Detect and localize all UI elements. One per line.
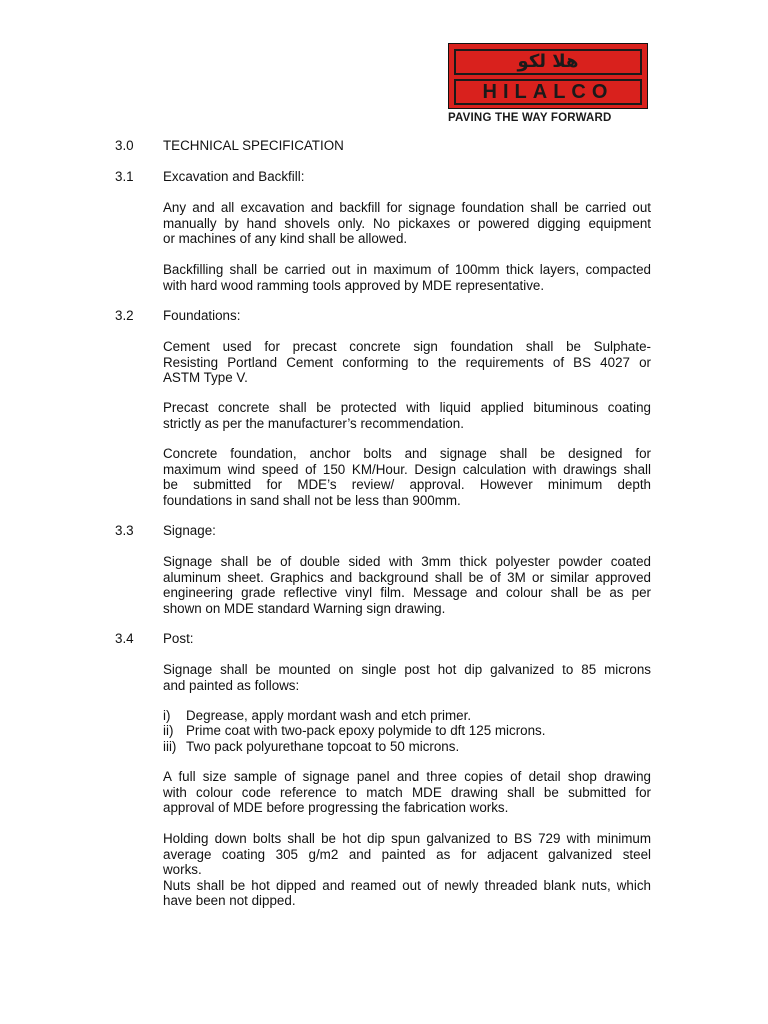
text-line: approval of MDE before progressing the fabrication works. — [163, 800, 509, 815]
list-item — [163, 708, 651, 724]
heading-title: TECHNICAL SPECIFICATION — [163, 138, 344, 153]
text-line: and painted as follows: — [163, 677, 300, 693]
text-line: foundations in sand shall not be less than 900mm. — [163, 492, 461, 508]
text-line: have been not dipped. — [163, 893, 296, 908]
list-marker: ii) — [163, 723, 174, 738]
text-line: Concrete foundation, anchor bolts and signage shall be designed for — [163, 446, 651, 461]
section-number: 3.4 — [115, 631, 134, 646]
text-line: Precast concrete shall be protected with liquid applied bituminous coating — [163, 400, 651, 415]
list-text: Degrease, apply mordant wash and etch primer. — [186, 708, 472, 723]
text-line: ASTM Type V. — [163, 370, 248, 385]
text-line: Resisting Portland Cement conforming to the requirements of BS 4027 or — [163, 354, 651, 370]
list-item — [163, 739, 651, 755]
text-line: shown on MDE standard Warning sign drawing. — [163, 600, 446, 616]
section-number: 3.2 — [115, 308, 134, 323]
section-title: Post: — [163, 631, 194, 646]
logo-box — [448, 43, 648, 109]
section-title: Signage: — [163, 523, 216, 538]
text-line: be submitted for MDE’s review/ approval. However minimum depth — [163, 477, 651, 492]
paragraph — [163, 662, 651, 693]
section-number: 3.3 — [115, 523, 134, 538]
text-line: works. — [163, 862, 202, 877]
text-line: Cement used for precast concrete sign foundation shall be Sulphate- — [163, 339, 651, 354]
section-title: Excavation and Backfill: — [163, 169, 305, 184]
text-line: Any and all excavation and backfill for signage foundation shall be carried out — [163, 200, 651, 215]
paragraph — [163, 200, 651, 247]
paragraph — [163, 262, 651, 293]
logo-tagline: PAVING THE WAY FORWARD — [448, 112, 612, 124]
text-line: Holding down bolts shall be hot dip spun galvanized to BS 729 with minimum — [163, 831, 651, 846]
list-marker: i) — [163, 708, 171, 723]
text-line: Signage shall be of double sided with 3mm thick polyester powder coated — [163, 554, 651, 569]
section-title: Foundations: — [163, 308, 241, 323]
text-line: Backfilling shall be carried out in maximum of 100mm thick layers, compacted — [163, 262, 651, 277]
paragraph — [163, 339, 651, 386]
paragraph — [163, 769, 651, 816]
text-line: A full size sample of signage panel and three copies of detail shop drawing — [163, 769, 651, 784]
company-logo — [448, 43, 650, 124]
paragraph — [163, 400, 651, 431]
logo-name: HILALCO — [454, 79, 642, 105]
section-number: 3.1 — [115, 169, 134, 184]
list-item — [163, 723, 651, 739]
list-marker: iii) — [163, 739, 177, 754]
text-line: manually by hand shovels only. No pickaxes or powered digging equipment — [163, 215, 651, 231]
text-line: strictly as per the manufacturer’s recommendation. — [163, 415, 464, 431]
heading-number: 3.0 — [115, 138, 134, 153]
text-line: maximum wind speed of 150 KM/Hour. Design calculation with drawings shall — [163, 461, 651, 477]
text-line: engineering grade reflective vinyl film. Message and colour shall be as per — [163, 585, 651, 600]
text-line: Signage shall be mounted on single post hot dip galvanized to 85 microns — [163, 662, 651, 677]
text-line: or machines of any kind shall be allowed. — [163, 231, 408, 246]
paragraph — [163, 446, 651, 508]
text-line: Nuts shall be hot dipped and reamed out of newly threaded blank nuts, which — [163, 877, 651, 893]
text-line: average coating 305 g/m2 and painted as for adjacent galvanized steel — [163, 846, 651, 862]
list-text: Prime coat with two-pack epoxy polymide to dft 125 microns. — [186, 723, 546, 738]
list-text: Two pack polyurethane topcoat to 50 microns. — [186, 739, 460, 754]
text-line: with hard wood ramming tools approved by MDE representative. — [163, 277, 545, 293]
paragraph — [163, 831, 651, 909]
paragraph — [163, 554, 651, 616]
text-line: with colour code reference to match MDE drawing shall be submitted for — [163, 784, 651, 800]
logo-arabic-text: هلا لكو — [454, 49, 642, 75]
text-line: aluminum sheet. Graphics and background shall be of 3M or similar approved — [163, 569, 651, 585]
